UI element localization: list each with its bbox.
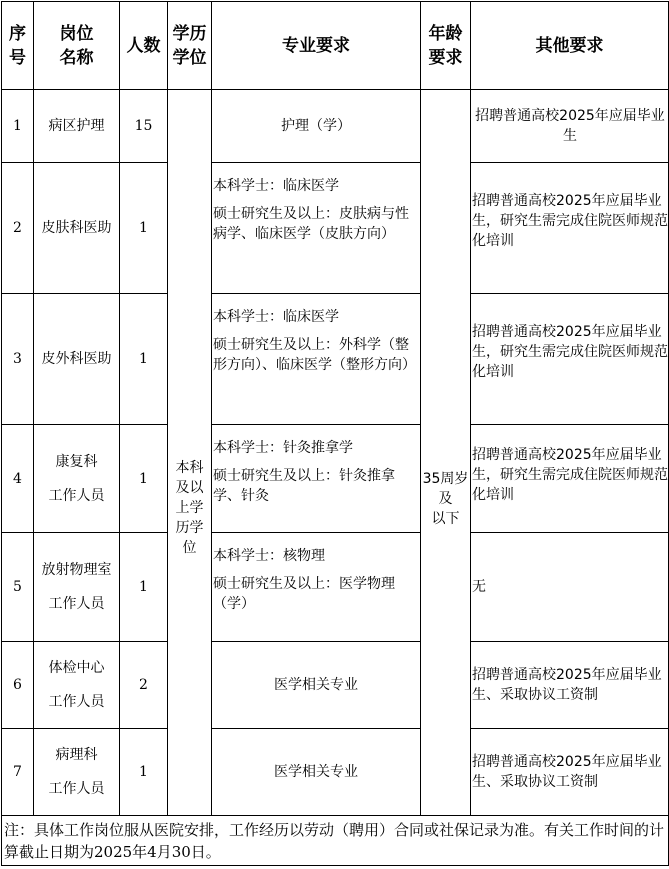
cell-position: 皮外科医助 [34,294,120,425]
header-count: 人数 [120,2,168,90]
cell-other: 无 [471,533,669,642]
cell-major: 本科学士：核物理 硕士研究生及以上：医学物理（学） [212,533,421,642]
footnote: 注：具体工作岗位服从医院安排，工作经历以劳动（聘用）合同或社保记录为准。有关工作时间的计算截止日期为2025年4月30日。 [2,816,669,866]
cell-seq: 5 [2,533,34,642]
cell-position: 放射物理室 工作人员 [34,533,120,642]
cell-major: 医学相关专业 [212,642,421,729]
table-row [2,294,669,425]
header-education: 学历 学位 [168,2,212,90]
cell-major: 医学相关专业 [212,729,421,816]
cell-major: 本科学士：临床医学 硕士研究生及以上：外科学（整形方向）、临床医学（整形方向） [212,294,421,425]
table-row [2,163,669,294]
cell-count: 1 [120,163,168,294]
cell-other: 招聘普通高校2025年应届毕业生，研究生需完成住院医师规范化培训 [471,294,669,425]
cell-age-merged: 35周岁 及 以下 [421,90,471,816]
cell-seq: 7 [2,729,34,816]
cell-seq: 2 [2,163,34,294]
cell-other: 招聘普通高校2025年应届毕业生 [471,90,669,163]
table-row [2,729,669,816]
cell-other: 招聘普通高校2025年应届毕业生，研究生需完成住院医师规范化培训 [471,163,669,294]
cell-count: 1 [120,425,168,533]
cell-seq: 1 [2,90,34,163]
cell-count: 1 [120,533,168,642]
cell-other: 招聘普通高校2025年应届毕业生，研究生需完成住院医师规范化培训 [471,425,669,533]
header-position: 岗位 名称 [34,2,120,90]
cell-count: 15 [120,90,168,163]
header-seq: 序 号 [2,2,34,90]
cell-position: 皮肤科医助 [34,163,120,294]
cell-position: 病理科 工作人员 [34,729,120,816]
cell-seq: 6 [2,642,34,729]
header-major: 专业要求 [212,2,421,90]
cell-major: 本科学士：临床医学 硕士研究生及以上：皮肤病与性病学、临床医学（皮肤方向） [212,163,421,294]
cell-seq: 3 [2,294,34,425]
cell-other: 招聘普通高校2025年应届毕业生、采取协议工资制 [471,642,669,729]
note-row [2,816,669,866]
recruitment-table [1,1,669,866]
cell-position: 病区护理 [34,90,120,163]
header-age: 年龄 要求 [421,2,471,90]
cell-major: 护理（学） [212,90,421,163]
cell-count: 2 [120,642,168,729]
table-row [2,642,669,729]
cell-education-merged: 本科 及以 上学 历学 位 [168,90,212,816]
cell-major: 本科学士：针灸推拿学 硕士研究生及以上：针灸推拿学、针灸 [212,425,421,533]
header-row [2,2,669,90]
cell-other: 招聘普通高校2025年应届毕业生、采取协议工资制 [471,729,669,816]
cell-position: 体检中心 工作人员 [34,642,120,729]
table-row [2,533,669,642]
table-row [2,90,669,163]
header-other: 其他要求 [471,2,669,90]
cell-seq: 4 [2,425,34,533]
cell-position: 康复科 工作人员 [34,425,120,533]
cell-count: 1 [120,729,168,816]
table-row [2,425,669,533]
cell-count: 1 [120,294,168,425]
